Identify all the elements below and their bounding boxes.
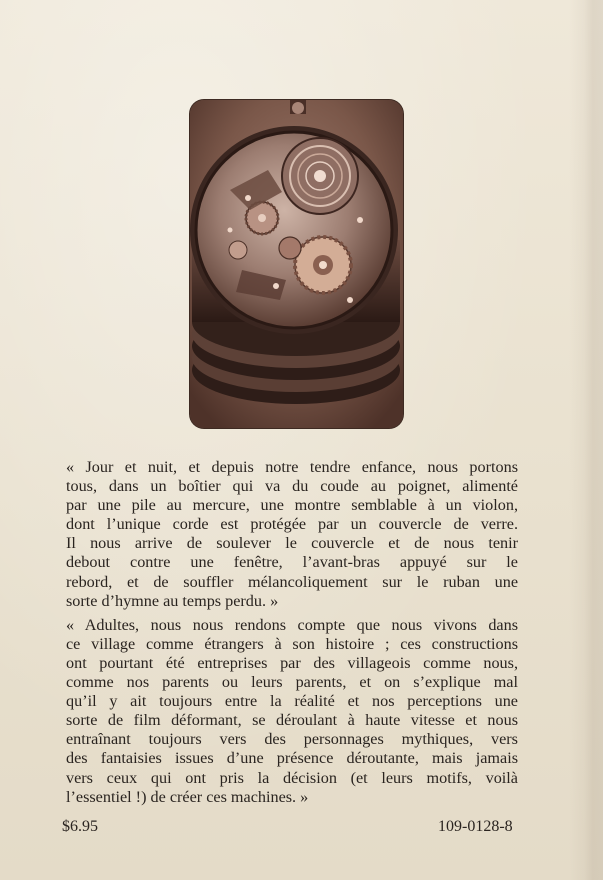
price-label: $6.95 [62,818,98,835]
text-line: rebord, et de souffler mélancoliquement sur le ruban une [66,572,518,591]
text-line: ont pourtant été entreprises par des villageois comme nous, [66,653,518,672]
watch-movement-illustration [190,100,403,428]
text-line: Il nous arrive de soulever le couvercle et de nous tenir [66,534,518,553]
text-line: « Jour et nuit, et depuis notre tendre enfance, nous portons [66,458,518,476]
text-line: tous, dans un boîtier qui va du coude au poignet, alimenté [66,477,518,496]
text-line: par une pile au mercure, une montre semblable à un violon, [66,496,518,515]
text-line: « Adultes, nous nous rendons compte que nous vivons dans [66,615,518,634]
text-line: qu’il y ait toujours entre la réalité et nos perceptions une [66,692,518,711]
text-line: dont l’unique corde est protégée par un couvercle de verre. [66,515,518,534]
text-line: comme nos parents ou leurs parents, et on s’explique mal [66,673,518,692]
watch-movement-photo [190,100,403,428]
text-line: sorte d’hymne au temps perdu. » [66,591,279,610]
spine-shadow [569,0,603,880]
text-line: ce village comme étrangers à son histoire ; ces constructions [66,634,518,653]
text-line: vers ceux qui ont pris la décision (et leurs motifs, voilà [66,768,518,787]
text-line: entraînant toujours vers des personnages mythiques, vers [66,730,518,749]
quote-paragraph-1 [66,458,518,611]
text-line: debout contre une fenêtre, l’avant-bras appuyé sur le [66,553,518,572]
text-line: l’essentiel !) de créer ces machines. » [66,787,309,806]
quote-paragraph-2 [66,616,518,807]
text-line: sorte de film déformant, se déroulant à haute vitesse et nous [66,711,518,730]
text-line: des fantaisies issues d’une présence déroutante, mais jamais [66,749,518,768]
isbn-number: 109-0128-8 [438,818,513,835]
back-cover-quote [66,458,518,812]
